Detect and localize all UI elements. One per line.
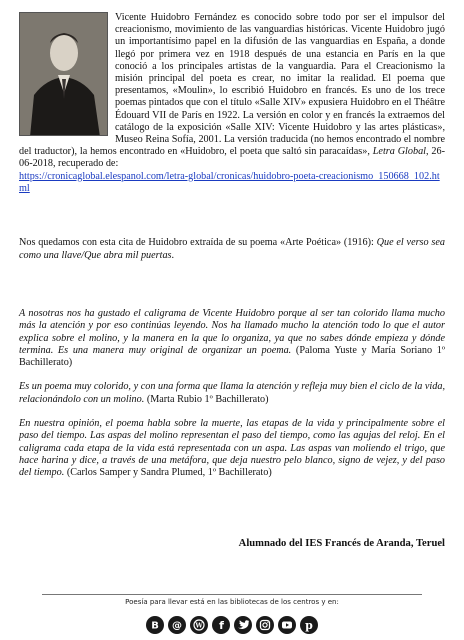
svg-text:W: W	[195, 621, 203, 630]
quote-verse: Que el verso sea como una llave/Que abra mil puertas	[19, 237, 445, 261]
signature: Alumnado del IES Francés de Aranda, Teruel	[238, 538, 445, 549]
wordpress-icon[interactable]	[190, 616, 208, 634]
footer-divider	[42, 594, 422, 595]
twitter-icon[interactable]	[234, 616, 252, 634]
quote-line	[19, 236, 445, 262]
facebook-icon[interactable]	[212, 616, 230, 634]
svg-text:@: @	[172, 620, 182, 632]
footer-text: Poesía para llevar está en las bibliotecas de los centros y en:	[125, 598, 339, 606]
svg-text:B: B	[151, 620, 159, 632]
instagram-icon[interactable]	[256, 616, 274, 634]
comment-author: (Marta Rubio 1º Bachillerato)	[144, 393, 269, 405]
comment-text: En nuestra opinión, el poema habla sobre la muerte, las etapas de la vida y principalmente sobre el paso del tiempo. Las aspas del molino representan el paso del tiempo, como las agujas del reloj. En el caligrama cada etapa de la vida está representada con un aspa. Las aspas van moliendo el trigo, que hace harina y dice, a través de una metáfora, que deja nuestro pelo blanco, signo de vejez, y del paso del tiempo.	[19, 418, 445, 479]
student-comments	[19, 308, 445, 492]
email-icon[interactable]	[168, 616, 186, 634]
comment-1	[19, 308, 445, 369]
svg-text:f: f	[219, 619, 224, 632]
social-icons	[0, 616, 464, 634]
comment-text: Es un poema muy colorido, y con una forma que llama la atención y refleja muy bien el ciclo de la vida, relacionándolo con un molino.	[19, 381, 445, 405]
youtube-icon[interactable]	[278, 616, 296, 634]
svg-text:p: p	[305, 619, 313, 632]
comment-3	[19, 418, 445, 479]
quote-lead: Nos quedamos con esta cita de Huidobro extraída de su poema «Arte Poética» (1916):	[19, 237, 377, 248]
comment-2	[19, 381, 445, 406]
pinterest-icon[interactable]	[300, 616, 318, 634]
source-date: , 26-06-2018, recuperado de:	[19, 146, 445, 170]
comment-author: (Carlos Samper y Sandra Plumed, 1º Bachillerato)	[64, 467, 272, 479]
intro-paragraph	[19, 12, 445, 195]
quote-end: .	[171, 250, 175, 261]
blogger-icon[interactable]	[146, 616, 164, 634]
comment-author: (Paloma Yuste y María Soriano 1º Bachillerato)	[19, 344, 445, 369]
source-link[interactable]: https://cronicaglobal.elespanol.com/letra-global/cronicas/huidobro-poeta-creacionismo_150668_102.html	[19, 170, 440, 194]
comment-text: A nosotras nos ha gustado el caligrama de Vicente Huidobro porque al ser tan colorido llama mucho más la atención y por eso continúas leyendo. Nos ha llamado mucho la atención todo lo que el autor explica sobre el molino, y la manera en la que lo organiza, ya que no sabes dónde empieza y dónde termina. Es una manera muy original de organizar un poema.	[19, 308, 445, 356]
source-name: Letra Global	[372, 146, 426, 158]
intro-text: Vicente Huidobro Fernández es conocido sobre todo por ser el impulsor del creacionismo, movimiento de las vanguardias históricas. Vicente Huidobro jugó un importantísimo papel en la difusión de las vanguardias en España, a donde llegó por primera vez en 1918 después de una estancia en París en la que conoció a los principales artistas de la vanguardia. Para el Creacionismo la misión principal del poeta es crear, no imitar la realidad. El poema que presentamos, «Moulin», lo escribió Huidobro en francés. Es uno de los trece poemas pintados que con el título «Salle XIV» expusiera Huidobro en el Théâtre Édouard VII de París en 1922. La versión en color y en francés la extraemos del catálogo de la exposición «Salle XIV: Vicente Huidobro y las artes plásticas», Museo Reina Sofía, 2001. La versión traducida (no hemos encontrado el nombre del traductor), la hemos encontrado en «Huidobro, el poeta que saltó sin paracaídas»,	[19, 12, 445, 158]
